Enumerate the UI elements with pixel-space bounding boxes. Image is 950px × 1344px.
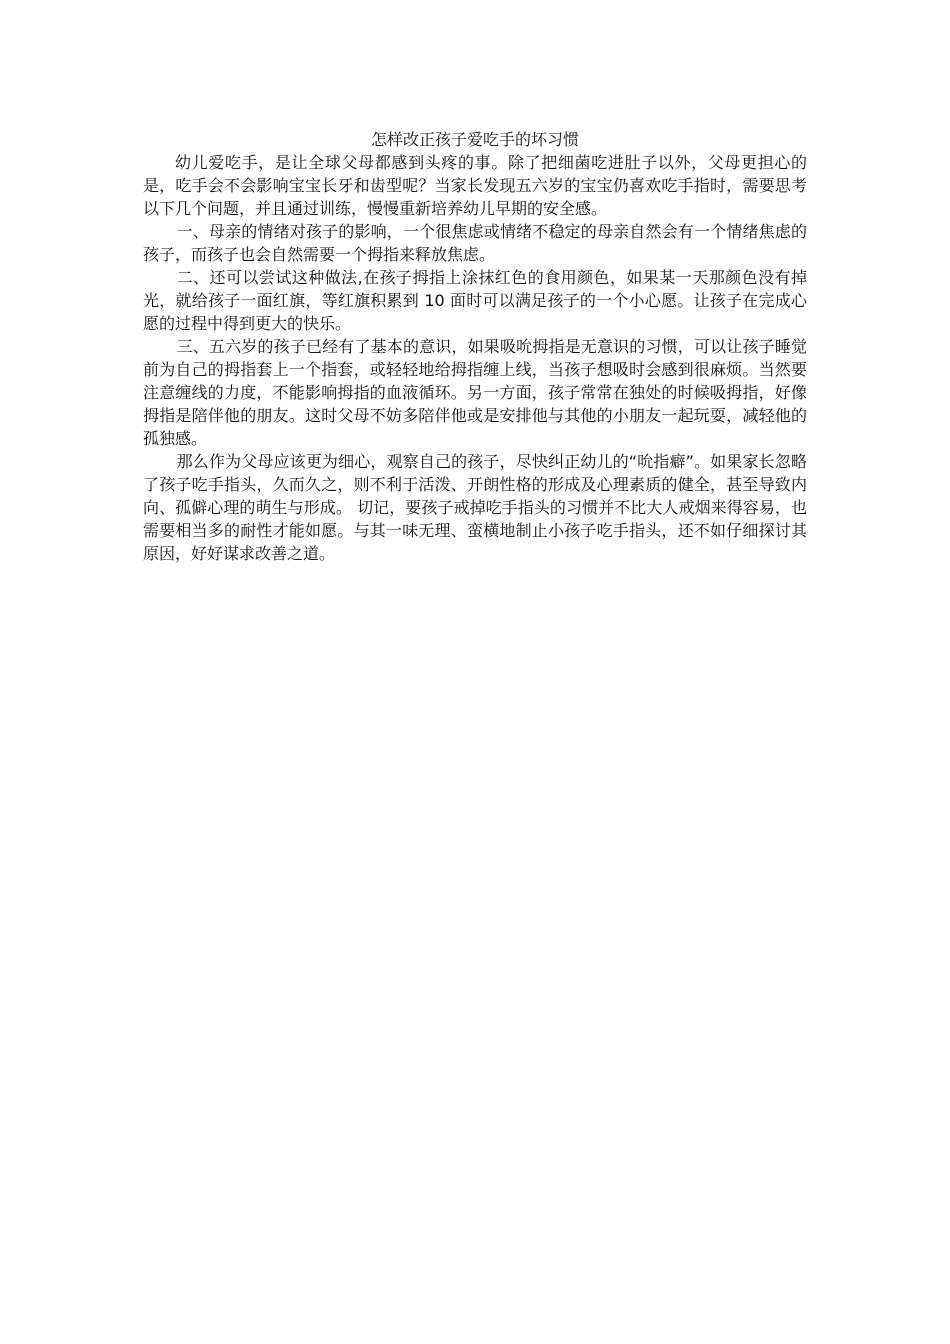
document-title: 怎样改正孩子爱吃手的坏习惯	[370, 130, 579, 149]
paragraph-point-three: 三、五六岁的孩子已经有了基本的意识，如果吸吮拇指是无意识的习惯，可以让孩子睡觉前为自己的拇指套上一个指套，或轻轻地给拇指缠上线，当孩子想吸时会感到很麻烦。当然要注意缠线的力度，不能影响拇指的血液循环。另一方面，孩子常常在独处的时候吸拇指，好像拇指是陪伴他的朋友。这时父母不妨多陪伴他或是安排他与其他的小朋友一起玩耍，减轻他的孤独感。	[143, 337, 807, 448]
document-body	[143, 128, 807, 565]
paragraph-point-one: 一、母亲的情绪对孩子的影响，一个很焦虑或情绪不稳定的母亲自然会有一个情绪焦虑的孩子，而孩子也会自然需要一个拇指来释放焦虑。	[143, 222, 807, 264]
paragraph-intro: 幼儿爱吃手，是让全球父母都感到头疼的事。除了把细菌吃进肚子以外，父母更担心的是，吃手会不会影响宝宝长牙和齿型呢？当家长发现五六岁的宝宝仍喜欢吃手指时，需要思考以下几个问题，并且通过训练，慢慢重新培养幼儿早期的安全感。	[143, 153, 807, 218]
paragraph-point-two: 二、还可以尝试这种做法,在孩子拇指上涂抹红色的食用颜色，如果某一天那颜色没有掉光，就给孩子一面红旗，等红旗积累到 10 面时可以满足孩子的一个小心愿。让孩子在完成心愿的过程中得到更大的快乐。	[143, 268, 807, 333]
paragraph-conclusion: 那么作为父母应该更为细心，观察自己的孩子，尽快纠正幼儿的“吮指癖”。如果家长忽略了孩子吃手指头，久而久之，则不利于活泼、开朗性格的形成及心理素质的健全，甚至导致内向、孤僻心理的萌生与形成。 切记，要孩子戒掉吃手指头的习惯并不比大人戒烟来得容易，也需要相当多的耐性才能如愿。与其一味无理、蛮横地制止小孩子吃手指头，还不如仔细探讨其原因，好好谋求改善之道。	[143, 452, 807, 563]
